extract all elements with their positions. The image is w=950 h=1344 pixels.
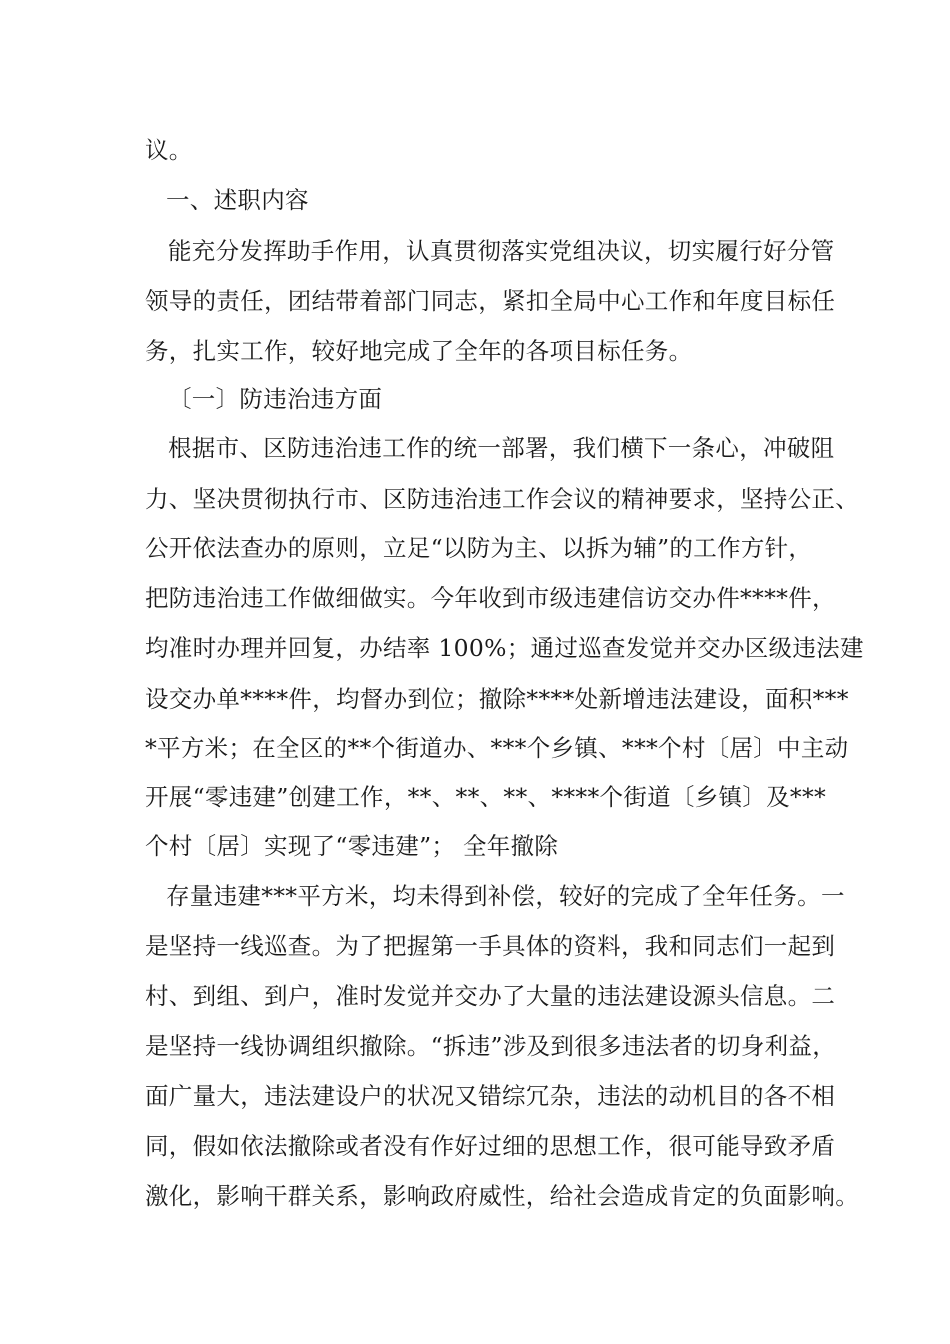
- text-line: 村、到组、到户，准时发觉并交办了大量的违法建设源头信息。二: [145, 982, 836, 1010]
- text-line: 设交办单****件，均督办到位；撤除****处新增违法建设，面积***: [145, 685, 849, 713]
- text-line: 根据市、区防违治违工作的统一部署，我们横下一条心，冲破阻: [168, 434, 835, 462]
- section-heading: 一、述职内容: [166, 186, 309, 214]
- text-line: 个村〔居〕实现了“零违建”； 全年撤除: [145, 832, 559, 860]
- text-line: *平方米；在全区的**个街道办、***个乡镇、***个村〔居〕中主动: [145, 734, 849, 762]
- text-line: 开展“零违建”创建工作，**、**、**、****个街道〔乡镇〕及***: [145, 783, 827, 811]
- subsection-heading: 〔一〕防违治违方面: [168, 385, 383, 413]
- text-line: 均准时办理并回复，办结率 100%；通过巡查发觉并交办区级违法建: [145, 634, 864, 662]
- text-line: 是坚持一线协调组织撤除。“拆违”涉及到很多违法者的切身利益，: [145, 1032, 837, 1060]
- text-line: 务，扎实工作，较好地完成了全年的各项目标任务。: [145, 337, 693, 365]
- text-line: 议。: [145, 136, 193, 164]
- text-line: 同，假如依法撤除或者没有作好过细的思想工作，很可能导致矛盾: [145, 1132, 836, 1160]
- text-line: 是坚持一线巡查。为了把握第一手具体的资料，我和同志们一起到: [145, 932, 836, 960]
- text-line: 领导的责任，团结带着部门同志，紧扣全局中心工作和年度目标任: [145, 287, 836, 315]
- text-line: 存量违建***平方米，均未得到补偿，较好的完成了全年任务。一: [166, 882, 845, 910]
- text-line: 面广量大，违法建设户的状况又错综冗杂，违法的动机目的各不相: [145, 1082, 836, 1110]
- text-line: 力、坚决贯彻执行市、区防违治违工作会议的精神要求，坚持公正、: [145, 485, 859, 513]
- text-line: 激化，影响干群关系，影响政府威性，给社会造成肯定的负面影响。: [145, 1182, 859, 1210]
- text-line: 把防违治违工作做细做实。今年收到市级违建信访交办件****件，: [145, 584, 836, 612]
- text-line: 能充分发挥助手作用，认真贯彻落实党组决议，切实履行好分管: [168, 237, 835, 265]
- text-line: 公开依法查办的原则，立足“以防为主、以拆为辅”的工作方针，: [145, 534, 813, 562]
